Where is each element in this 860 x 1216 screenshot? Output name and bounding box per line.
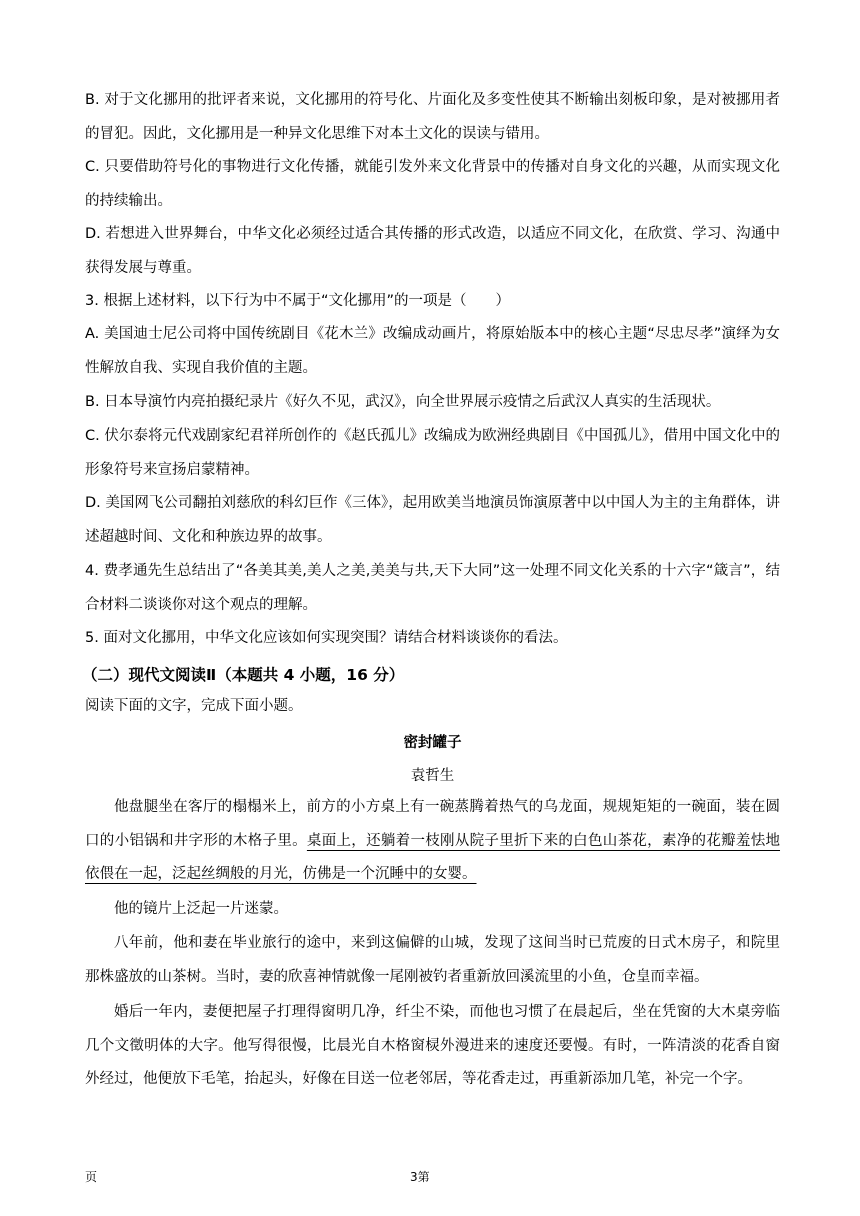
question-3-stem: 3. 根据上述材料，以下行为中不属于“文化挪用”的一项是（ ） [85,293,510,309]
option-q3-a: A. 美国迪士尼公司将中国传统剧目《花木兰》改编成动画片，将原始版本中的核心主题“尽忠尽孝”演绎为女性解放自我、实现自我价值的主题。 [85,326,780,376]
option-q2-b: B. 对于文化挪用的批评者来说，文化挪用的符号化、片面化及多变性使其不断输出刻板印象，是对被挪用者的冒犯。因此，文化挪用是一种异文化思维下对本土文化的误读与错用。 [85,92,780,142]
story-title: 密封罐子 [403,734,462,751]
story-paragraph-1-text: 他盘腿坐在客厅的榻榻米上，前方的小方桌上有一碗蒸腾着热气的乌龙面，规规矩矩的一碗面，装在圆口的小铝锅和井字形的木格子里。 [85,799,780,849]
story-paragraph-2: 他的镜片上泛起一片迷蒙。 [114,901,288,917]
underlined-sentence: 桌面上，还躺着一枝刚从院子里折下来的白色山茶花，素净的花瓣羞怯地依偎在一起，泛起丝绸般的月光，仿佛是一个沉睡中的女婴。 [85,832,781,882]
question-5: 5. 面对文化挪用，中华文化应该如何实现突围？请结合材料谈谈你的看法。 [85,630,568,646]
option-q3-b: B. 日本导演竹内亮拍摄纪录片《好久不见，武汉》，向全世界展示疫情之后武汉人真实的生活现状。 [85,394,721,410]
footer-page-number: 3第 [410,1170,430,1184]
story-paragraph-4: 婚后一年内，妻便把屋子打理得窗明几净，纤尘不染，而他也习惯了在晨起后，坐在凭窗的大木桌旁临几个文徵明体的大字。他写得很慢，比晨光自木格窗棂外漫进来的速度还要慢。有时，一阵清淡的花香自窗外经过，他便放下毛笔，抬起头，好像在目送一位老邻居，等花香走过，再重新添加几笔，补完一个字。 [85,1004,780,1087]
question-4: 4. 费孝通先生总结出了“各美其美,美人之美,美美与共,天下大同”这一处理不同文化关系的十六字“箴言”，结合材料二谈谈你对这个观点的理解。 [85,563,780,613]
story-paragraph-3: 八年前，他和妻在毕业旅行的途中，来到这偏僻的山城，发现了这间当时已荒废的日式木房子，和院里那株盛放的山茶树。当时，妻的欣喜神情就像一尾刚被钓者重新放回溪流里的小鱼，仓皇而幸福。 [85,935,780,985]
reading-instruction: 阅读下面的文字，完成下面小题。 [85,698,303,714]
option-q3-c: C. 伏尔泰将元代戏剧家纪君祥所创作的《赵氏孤儿》改编成为欧洲经典剧目《中国孤儿》，借用中国文化中的形象符号来宣扬启蒙精神。 [85,428,780,478]
footer-page-label: 页 [85,1170,98,1184]
option-q2-c: C. 只要借助符号化的事物进行文化传播，就能引发外来文化背景中的传播对自身文化的兴趣，从而实现文化的持续输出。 [85,159,780,209]
story-author: 袁哲生 [410,768,455,784]
option-q2-d: D. 若想进入世界舞台，中华文化必须经过适合其传播的形式改造，以适应不同文化，在欣赏、学习、沟通中获得发展与尊重。 [85,226,780,276]
section-title: （二）现代文阅读Ⅱ（本题共 4 小题，16 分） [82,666,405,684]
story-paragraph-1 [85,791,780,892]
option-q3-d: D. 美国网飞公司翻拍刘慈欣的科幻巨作《三体》，起用欧美当地演员饰演原著中以中国人为主的主角群体，讲述超越时间、文化和种族边界的故事。 [85,495,780,545]
